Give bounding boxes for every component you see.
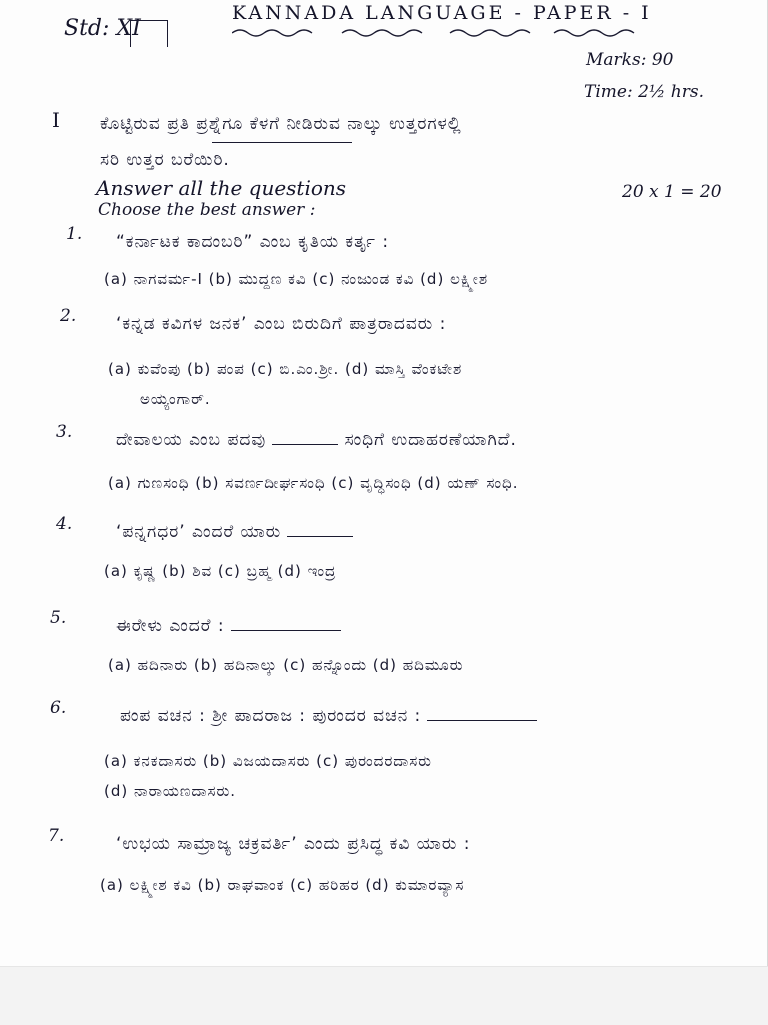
question-text-before-blank: ‘ಪನ್ನಗಧರ’ ಎಂದರೆ ಯಾರು [116, 522, 282, 542]
scan-bottom-margin [0, 966, 768, 1025]
time-label: Time: 2½ hrs. [584, 82, 704, 102]
marks-label: Marks: 90 [586, 50, 674, 70]
section-numeral: I [52, 108, 60, 132]
question-options: (a) ಕೃಷ್ಣ (b) ಶಿವ (c) ಬ್ರಹ್ಮ (d) ಇಂದ್ರ [104, 562, 337, 580]
answer-all-instruction: Answer all the questions [96, 176, 347, 200]
question-text-before-blank: ಪಂಪ ವಚನ : ಶ್ರೀ ಪಾದರಾಜ : ಪುರಂದರ ವಚನ : [120, 706, 422, 726]
question-options-continued: (d) ನಾರಾಯಣದಾಸರು. [104, 782, 236, 800]
instruction-line-2: ಸರಿ ಉತ್ತರ ಬರೆಯಿರಿ. [100, 150, 230, 170]
question-number: 2. [60, 306, 77, 326]
question-text: ‘ಕನ್ನಡ ಕವಿಗಳ ಜನಕ’ ಎಂಬ ಬಿರುದಿಗೆ ಪಾತ್ರರಾದವರು : [116, 314, 447, 334]
question-number: 6. [50, 698, 67, 718]
question-number: 4. [56, 514, 73, 534]
question-text-after-blank: ಸಂಧಿಗೆ ಉದಾಹರಣೆಯಾಗಿದೆ. [344, 430, 517, 450]
answer-blank[interactable] [231, 630, 341, 631]
question-text: ‘ಉಭಯ ಸಾಮ್ರಾಜ್ಯ ಚಕ್ರವರ್ತಿ’ ಎಂದು ಪ್ರಸಿದ್ಧ ಕವಿ ಯಾರು : [116, 834, 471, 854]
answer-blank[interactable] [287, 536, 353, 537]
marks-scheme: 20 x 1 = 20 [622, 182, 722, 202]
question-options: (a) ನಾಗವರ್ಮ-I (b) ಮುದ್ದಣ ಕವಿ (c) ನಂಜುಂಡ ಕವಿ (d) ಲಕ್ಷ್ಮೀಶ [104, 270, 489, 288]
question-text [116, 616, 341, 636]
question-text-before-blank: ದೇವಾಲಯ ಎಂಬ ಪದವು [116, 430, 267, 450]
std-box-mark [130, 20, 168, 47]
question-options-continued: ಅಯ್ಯಂಗಾರ್. [140, 390, 211, 408]
question-text: “ಕರ್ನಾಟಕ ಕಾದಂಬರಿ” ಎಂಬ ಕೃತಿಯ ಕರ್ತೃ : [116, 232, 390, 252]
paper-title: KANNADA LANGUAGE - PAPER - I [232, 2, 652, 24]
title-wavy-underline [232, 26, 642, 40]
choose-best-instruction: Choose the best answer : [98, 200, 316, 220]
answer-blank[interactable] [272, 444, 338, 445]
answer-blank[interactable] [427, 720, 537, 721]
question-number: 7. [48, 826, 65, 846]
question-number: 3. [56, 422, 73, 442]
instruction-line-1: ಕೊಟ್ಟಿರುವ ಪ್ರತಿ ಪ್ರಶ್ನೆಗೂ ಕೆಳಗೆ ನೀಡಿರುವ ನಾಲ್ಕು ಉತ್ತರಗಳಲ್ಲಿ [100, 114, 462, 134]
question-number: 5. [50, 608, 67, 628]
question-text [120, 706, 537, 726]
question-text [116, 522, 353, 542]
question-text [116, 430, 517, 450]
question-number: 1. [66, 224, 83, 244]
instruction-underline [212, 142, 352, 143]
standard-label: Std: XI [64, 16, 141, 41]
question-options: (a) ಲಕ್ಷ್ಮೀಶ ಕವಿ (b) ರಾಘವಾಂಕ (c) ಹರಿಹರ (d) ಕುಮಾರವ್ಯಾಸ [100, 876, 465, 894]
question-text-before-blank: ಈರೇಳು ಎಂದರೆ : [116, 616, 225, 636]
question-options: (a) ಹದಿನಾರು (b) ಹದಿನಾಲ್ಕು (c) ಹನ್ನೊಂದು (d) ಹದಿಮೂರು [108, 656, 464, 674]
question-options: (a) ಕುವೆಂಪು (b) ಪಂಪ (c) ಬಿ.ಎಂ.ಶ್ರೀ. (d) ಮಾಸ್ತಿ ವೆಂಕಟೇಶ [108, 360, 463, 378]
question-options: (a) ಗುಣಸಂಧಿ (b) ಸವರ್ಣದೀರ್ಘಸಂಧಿ (c) ವೃದ್ಧಿಸಂಧಿ (d) ಯಣ್ ಸಂಧಿ. [108, 474, 519, 492]
question-options: (a) ಕನಕದಾಸರು (b) ವಿಜಯದಾಸರು (c) ಪುರಂದರದಾಸರು [104, 752, 432, 770]
